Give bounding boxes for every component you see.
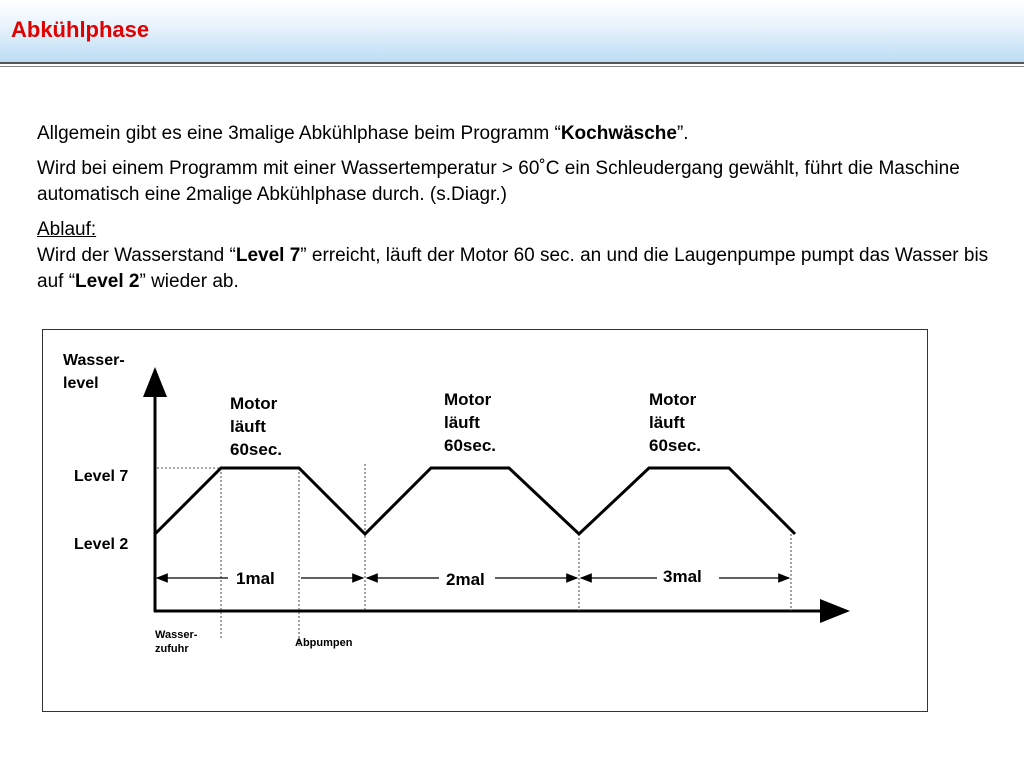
water-fill-label-line1: Wasser-: [155, 629, 198, 641]
paragraph-intro: [37, 121, 997, 147]
motor-label-2: [444, 388, 496, 457]
title-divider-thin: [0, 66, 1024, 67]
motor-label-2-line3: 60sec.: [444, 436, 496, 455]
motor-label-1: [230, 392, 282, 461]
body-text: [37, 121, 997, 295]
cycle2-label: 2mal: [446, 570, 485, 589]
paragraph-spin: Wird bei einem Programm mit einer Wassertemperatur > 60˚C ein Schleudergang gewählt, führt die Maschine automatisch eine 2malige Abkühlphase durch. (s.Diagr.): [37, 158, 960, 205]
y-axis-label-line1: Wasser-: [63, 352, 125, 369]
procedure-heading: Ablauf:: [37, 219, 97, 240]
title-divider: [0, 62, 1024, 64]
motor-label-3-line2: läuft: [649, 413, 685, 432]
motor-label-3-line1: Motor: [649, 390, 697, 409]
level2-label: Level 2: [74, 536, 129, 553]
y-axis-label-line2: level: [63, 375, 99, 392]
motor-label-2-line1: Motor: [444, 390, 492, 409]
pump-out-label: Abpumpen: [295, 637, 353, 649]
procedure-text-c: ” wieder ab.: [139, 271, 239, 292]
procedure-text-b: ” erreicht, läuft der Motor 60 sec. an und die Laugenpumpe pumpt das Wasser bis auf “: [37, 245, 989, 292]
intro-end: ”.: [676, 123, 689, 144]
cycle3-label: 3mal: [663, 567, 702, 586]
water-fill-label-line2: zufuhr: [155, 643, 189, 655]
level7-label: Level 7: [74, 468, 129, 485]
procedure-text-a: Wird der Wasserstand “: [37, 245, 236, 266]
motor-label-3-line3: 60sec.: [649, 436, 701, 455]
paragraph-procedure: [37, 217, 997, 295]
level7-ref: Level 7: [235, 245, 301, 266]
motor-label-1-line2: läuft: [230, 417, 266, 436]
motor-label-1-line3: 60sec.: [230, 440, 282, 459]
intro-text: Allgemein gibt es eine 3malige Abkühlphase beim Programm “: [37, 123, 561, 144]
water-level-curve: [155, 468, 795, 534]
level2-ref: Level 2: [75, 271, 140, 292]
motor-label-3: [649, 388, 701, 457]
motor-label-1-line1: Motor: [230, 394, 278, 413]
cycle1-label: 1mal: [236, 569, 275, 588]
title-bar: [0, 0, 1024, 62]
water-fill-label: [155, 628, 197, 656]
motor-label-2-line2: läuft: [444, 413, 480, 432]
y-axis-label: [63, 349, 125, 395]
program-name: Kochwäsche: [560, 123, 677, 144]
water-level-diagram: [42, 329, 928, 712]
page-title: Abkühlphase: [11, 17, 150, 42]
